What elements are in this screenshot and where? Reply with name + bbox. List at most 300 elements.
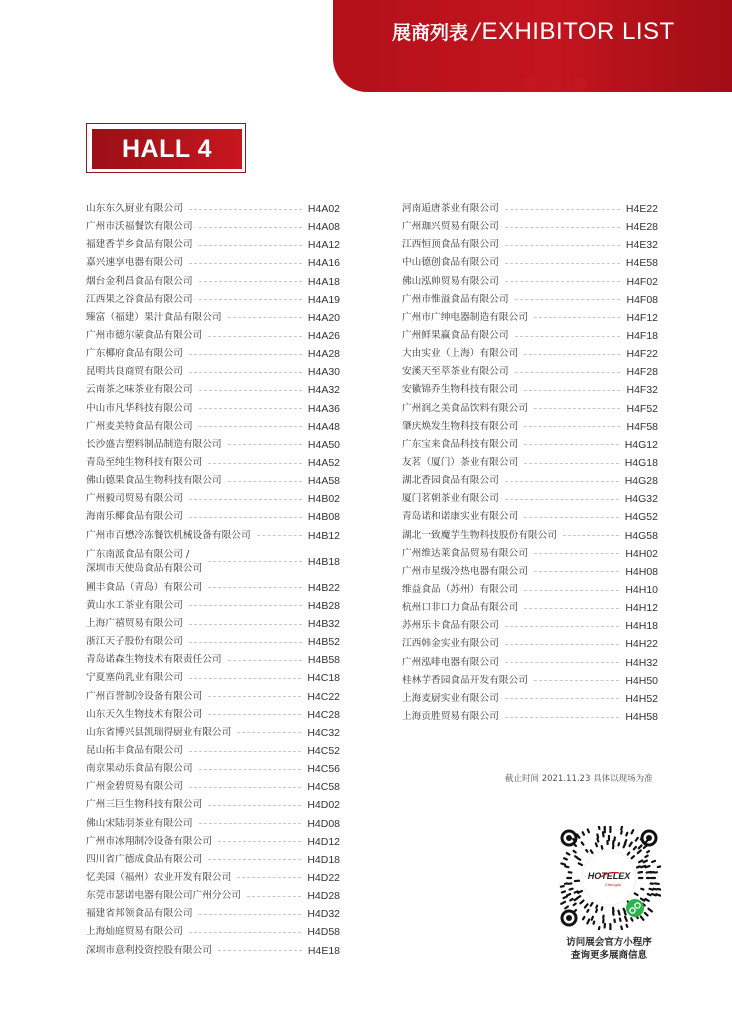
qr-caption bbox=[540, 936, 678, 962]
booth-number: H4A48 bbox=[307, 420, 340, 433]
exhibitor-row bbox=[86, 905, 340, 923]
exhibitor-name bbox=[86, 618, 183, 630]
exhibitor-name bbox=[86, 926, 183, 938]
booth-number: H4B12 bbox=[307, 529, 340, 542]
exhibitor-row bbox=[86, 345, 340, 363]
exhibitor-row bbox=[86, 545, 340, 579]
qr-ray bbox=[626, 833, 627, 836]
booth-number: H4E28 bbox=[625, 221, 658, 234]
exhibitor-name-line: 苏州乐卡食品有限公司 bbox=[402, 620, 499, 632]
exhibitor-row bbox=[86, 760, 340, 778]
dotted-leader bbox=[208, 805, 301, 806]
hall-badge bbox=[86, 123, 246, 173]
booth-number: H4B52 bbox=[307, 636, 340, 649]
qr-ray bbox=[645, 913, 648, 916]
exhibitor-row bbox=[86, 273, 340, 291]
qr-ray bbox=[574, 851, 576, 853]
booth-number: H4C28 bbox=[307, 708, 340, 721]
exhibitor-name bbox=[402, 239, 499, 251]
booth-number: H4A19 bbox=[307, 293, 340, 306]
qr-ray bbox=[591, 903, 593, 906]
exhibitor-name bbox=[402, 203, 499, 215]
exhibitor-row bbox=[86, 579, 340, 597]
qr-ray bbox=[575, 856, 577, 857]
qr-ray bbox=[602, 907, 603, 910]
dotted-leader bbox=[189, 932, 301, 933]
exhibitor-row bbox=[86, 472, 340, 490]
booth-number: H4B22 bbox=[307, 581, 340, 594]
booth-number: H4C52 bbox=[307, 745, 340, 757]
booth-number: H4B58 bbox=[307, 654, 340, 667]
qr-ray bbox=[620, 919, 621, 921]
dotted-leader bbox=[237, 732, 301, 733]
dotted-leader bbox=[189, 354, 302, 355]
qr-ray bbox=[597, 834, 598, 837]
dotted-leader bbox=[189, 624, 302, 625]
qr-ray bbox=[575, 899, 578, 901]
exhibitor-name bbox=[402, 693, 499, 705]
exhibitor-row bbox=[86, 633, 340, 651]
exhibitor-row bbox=[402, 200, 658, 218]
booth-number: H4A58 bbox=[307, 475, 340, 488]
exhibitor-name bbox=[86, 312, 222, 324]
exhibitor-row bbox=[86, 615, 340, 633]
booth-number: H4B18 bbox=[307, 555, 340, 568]
exhibitor-name-line: 昆山拓丰食品有限公司 bbox=[86, 745, 183, 756]
qr-ray bbox=[567, 894, 570, 895]
exhibitor-name-line: 烟台金利昌食品有限公司 bbox=[86, 275, 193, 287]
qr-caption-line1: 访问展会官方小程序 bbox=[566, 937, 652, 948]
exhibitor-name-line: 广州泓啡电器有限公司 bbox=[402, 656, 499, 668]
exhibitor-name bbox=[402, 294, 509, 306]
qr-code[interactable] bbox=[557, 826, 661, 930]
qr-ray bbox=[656, 894, 660, 895]
booth-number: H4D28 bbox=[307, 890, 340, 903]
exhibitor-name-line: 佛山泓帅贸易有限公司 bbox=[402, 275, 499, 287]
dotted-leader bbox=[524, 590, 619, 591]
exhibitor-name bbox=[402, 348, 518, 360]
qr-ray bbox=[648, 894, 651, 895]
exhibitor-name bbox=[86, 818, 193, 830]
qr-ray bbox=[621, 831, 622, 833]
qr-ray bbox=[587, 910, 588, 912]
exhibitor-row bbox=[402, 472, 658, 490]
exhibitor-row bbox=[402, 527, 658, 545]
qr-ray bbox=[641, 899, 644, 901]
exhibitor-row bbox=[86, 724, 340, 742]
booth-number: H4F32 bbox=[626, 384, 658, 397]
exhibitor-row bbox=[402, 254, 658, 272]
booth-number: H4D02 bbox=[307, 799, 340, 812]
qr-ray bbox=[579, 863, 582, 865]
dotted-leader bbox=[524, 463, 618, 464]
dotted-leader bbox=[247, 896, 301, 897]
booth-number: H4A36 bbox=[307, 402, 340, 415]
qr-ray bbox=[597, 839, 598, 842]
exhibitor-row bbox=[402, 690, 658, 708]
exhibitor-name-line: 上海灿庭贸易有限公司 bbox=[86, 926, 183, 938]
exhibitor-row bbox=[402, 273, 658, 291]
qr-ray bbox=[634, 847, 636, 849]
booth-number: H4F22 bbox=[626, 348, 658, 361]
dotted-leader bbox=[505, 717, 619, 718]
exhibitor-name-line: 福建省邦领食品有限公司 bbox=[86, 908, 193, 920]
exhibitor-name bbox=[86, 854, 202, 866]
exhibitor-name-line: 广东椰府食品有限公司 bbox=[86, 348, 183, 360]
qr-ray bbox=[639, 872, 643, 873]
qr-ray bbox=[647, 851, 649, 852]
exhibitor-row bbox=[86, 651, 340, 669]
exhibitor-name-line: 广州润之美食品饮料有限公司 bbox=[402, 402, 528, 414]
exhibitor-name bbox=[86, 654, 222, 666]
exhibitor-name-line: 江西果之谷食品有限公司 bbox=[86, 293, 193, 305]
qr-ray bbox=[561, 863, 565, 864]
booth-number: H4G58 bbox=[624, 529, 658, 542]
exhibitor-name bbox=[86, 530, 251, 542]
dotted-leader bbox=[534, 571, 619, 572]
exhibitor-row bbox=[86, 869, 340, 887]
exhibitor-name-line: 嘉兴速享电器有限公司 bbox=[86, 257, 183, 269]
dotted-leader bbox=[524, 608, 619, 609]
exhibitor-name-line: 南京果动乐食品有限公司 bbox=[86, 763, 193, 775]
qr-ray bbox=[645, 899, 648, 901]
qr-ray bbox=[641, 917, 644, 920]
booth-number: H4F52 bbox=[626, 402, 658, 415]
exhibitor-row bbox=[86, 381, 340, 399]
dotted-leader bbox=[189, 263, 302, 264]
exhibitor-name bbox=[402, 475, 499, 487]
exhibitor-row bbox=[402, 236, 658, 254]
exhibitor-name-line: 东莞市瑟诺电器有限公司广州分公司 bbox=[86, 890, 241, 902]
booth-number: H4C32 bbox=[307, 726, 340, 739]
exhibitor-name bbox=[86, 276, 193, 288]
qr-ray bbox=[627, 925, 628, 927]
qr-ray bbox=[621, 926, 622, 929]
exhibitor-name-line: 肇庆焕发生物科技有限公司 bbox=[402, 420, 519, 432]
dotted-leader bbox=[199, 390, 302, 391]
qr-logo-sub: Chengdu bbox=[604, 882, 622, 887]
exhibitor-name bbox=[86, 945, 212, 957]
exhibitor-name bbox=[86, 836, 212, 848]
exhibitor-name-line: 广州珈兴贸易有限公司 bbox=[402, 221, 499, 233]
booth-number: H4C58 bbox=[307, 781, 340, 794]
dotted-leader bbox=[189, 605, 302, 606]
booth-number: H4A30 bbox=[307, 366, 340, 379]
dotted-leader bbox=[199, 408, 302, 409]
dotted-leader bbox=[257, 535, 302, 536]
exhibitor-row bbox=[86, 254, 340, 272]
exhibitor-name-line: 广州市沃福餐饮有限公司 bbox=[86, 221, 193, 233]
booth-number: H4B32 bbox=[307, 618, 340, 631]
dotted-leader bbox=[505, 245, 620, 246]
qr-ray bbox=[570, 889, 573, 890]
dotted-leader bbox=[228, 317, 302, 318]
exhibitor-name bbox=[86, 548, 202, 576]
qr-ray bbox=[639, 845, 642, 848]
exhibitor-name-line: 中山德创食品有限公司 bbox=[402, 257, 499, 269]
exhibitor-name bbox=[402, 457, 518, 469]
exhibitor-name-line: 佛山德果食品生物科技有限公司 bbox=[86, 475, 222, 487]
exhibitor-name-line: 上海贡胜贸易有限公司 bbox=[402, 711, 499, 722]
dotted-leader bbox=[218, 950, 302, 951]
exhibitor-name bbox=[86, 257, 183, 269]
exhibitor-row bbox=[402, 218, 658, 236]
dotted-leader bbox=[199, 914, 302, 915]
qr-ray bbox=[639, 860, 642, 862]
booth-number: H4A32 bbox=[307, 384, 340, 397]
booth-number: H4C18 bbox=[307, 672, 340, 685]
booth-number: H4B28 bbox=[307, 599, 340, 612]
dotted-leader bbox=[199, 823, 302, 824]
page-title-en: EXHIBITOR LIST bbox=[481, 18, 675, 45]
exhibitor-name-line: 安溪天至萃茶业有限公司 bbox=[402, 366, 509, 378]
dotted-leader bbox=[505, 499, 619, 500]
exhibitor-name bbox=[86, 691, 202, 703]
booth-number: H4E22 bbox=[625, 203, 658, 216]
exhibitor-row bbox=[86, 527, 340, 545]
exhibitor-row bbox=[86, 508, 340, 526]
exhibitor-row bbox=[402, 400, 658, 418]
booth-number: H4A26 bbox=[307, 330, 340, 343]
exhibitor-name bbox=[86, 781, 183, 793]
exhibitor-name bbox=[86, 763, 193, 775]
exhibitor-name bbox=[402, 221, 499, 233]
booth-number: H4G28 bbox=[624, 475, 658, 488]
dotted-leader bbox=[199, 299, 302, 300]
exhibitor-name-line: 广州三巨生物科技有限公司 bbox=[86, 799, 203, 811]
qr-ray bbox=[650, 889, 653, 890]
exhibitor-name bbox=[402, 584, 518, 596]
exhibitor-row bbox=[402, 672, 658, 690]
exhibitor-name bbox=[402, 657, 499, 669]
exhibitor-row bbox=[402, 617, 658, 635]
deadline-note: 截止时间 2021.11.23 具体以现场为准 bbox=[505, 774, 653, 784]
booth-number: H4A02 bbox=[307, 203, 340, 216]
dotted-leader bbox=[505, 281, 621, 282]
exhibitor-row bbox=[86, 887, 340, 905]
dotted-leader bbox=[199, 281, 302, 282]
exhibitor-name-line: 广东南派食品有限公司 / bbox=[86, 548, 190, 560]
exhibitor-name-line: 青岛诺森生物技术有限责任公司 bbox=[86, 654, 222, 666]
exhibitor-name bbox=[86, 203, 183, 215]
exhibitor-row bbox=[86, 833, 340, 851]
exhibitor-name-line: 忆美园（福州）农业开发有限公司 bbox=[86, 871, 232, 883]
exhibitor-name-line: 广州市百懋冷冻餐饮机械设备有限公司 bbox=[86, 529, 251, 541]
exhibitor-name bbox=[86, 636, 183, 648]
exhibitor-row bbox=[402, 581, 658, 599]
exhibitor-name-line: 浙江天子股份有限公司 bbox=[86, 636, 183, 648]
dotted-leader bbox=[534, 408, 621, 409]
booth-number: H4H58 bbox=[625, 711, 658, 723]
exhibitor-name bbox=[86, 439, 222, 451]
qr-ray bbox=[637, 866, 640, 867]
qr-ray bbox=[618, 843, 619, 845]
qr-ray bbox=[591, 850, 593, 853]
qr-ray bbox=[658, 889, 661, 890]
qr-ray bbox=[570, 899, 572, 900]
qr-ray bbox=[621, 827, 622, 830]
exhibitor-name-line: 山东天久生物技术有限公司 bbox=[86, 708, 203, 720]
exhibitor-name bbox=[86, 600, 183, 612]
exhibitor-name-line: 厦门茗朝茶业有限公司 bbox=[402, 493, 499, 505]
exhibitor-name bbox=[86, 672, 183, 684]
exhibitor-name bbox=[86, 403, 193, 415]
dot-icon bbox=[547, 77, 562, 92]
exhibitor-row bbox=[402, 345, 658, 363]
page-title bbox=[392, 14, 675, 50]
exhibitor-row bbox=[402, 635, 658, 653]
exhibitor-name bbox=[402, 620, 499, 632]
exhibitor-name-line: 上海麦厨实业有限公司 bbox=[402, 692, 499, 704]
exhibitor-name bbox=[86, 457, 202, 469]
qr-logo-text: HOTELEX bbox=[587, 871, 631, 881]
exhibitor-row bbox=[402, 381, 658, 399]
booth-number: H4F18 bbox=[626, 330, 658, 343]
exhibitor-name-line: 广州百誉制冷设备有限公司 bbox=[86, 690, 203, 702]
exhibitor-name-line: 广州金碧贸易有限公司 bbox=[86, 781, 183, 793]
exhibitor-row bbox=[86, 923, 340, 941]
exhibitor-name bbox=[86, 799, 202, 811]
exhibitor-name bbox=[86, 908, 193, 920]
qr-ray bbox=[644, 861, 647, 863]
dotted-leader bbox=[515, 372, 621, 373]
qr-ray bbox=[580, 901, 583, 904]
exhibitor-row bbox=[86, 327, 340, 345]
booth-number: H4D12 bbox=[307, 835, 340, 848]
dotted-leader bbox=[515, 299, 621, 300]
exhibitor-name bbox=[86, 366, 183, 378]
qr-ray bbox=[654, 889, 657, 890]
exhibitor-name bbox=[402, 566, 528, 578]
exhibitor-row bbox=[402, 545, 658, 563]
exhibitor-name-line: 广州市广绅电器制造有限公司 bbox=[402, 311, 528, 323]
exhibitor-name bbox=[86, 727, 231, 739]
exhibitor-name-line: 上海广禧贸易有限公司 bbox=[86, 618, 183, 630]
exhibitor-name-line: 广州市德尔蒙食品有限公司 bbox=[86, 330, 203, 342]
exhibitor-name-line: 福建香芋乡食品有限公司 bbox=[86, 239, 193, 251]
booth-number: H4H32 bbox=[625, 656, 658, 669]
dotted-leader bbox=[237, 877, 301, 878]
exhibitor-name-line: 河南逅唐茶业有限公司 bbox=[402, 203, 499, 215]
dotted-leader bbox=[228, 481, 302, 482]
qr-ray bbox=[618, 911, 619, 915]
qr-ray bbox=[599, 826, 600, 829]
exhibitor-row bbox=[86, 454, 340, 472]
exhibitor-name bbox=[402, 711, 499, 723]
dotted-leader bbox=[189, 642, 302, 643]
booth-number: H4F58 bbox=[626, 420, 658, 433]
qr-ray bbox=[574, 904, 576, 906]
dotted-leader bbox=[524, 390, 620, 391]
dotted-leader bbox=[208, 463, 302, 464]
exhibitor-row bbox=[402, 309, 658, 327]
exhibitor-name bbox=[402, 421, 518, 433]
booth-number: H4G52 bbox=[624, 511, 658, 524]
qr-ray bbox=[603, 832, 604, 836]
exhibitor-name bbox=[402, 675, 528, 687]
exhibitor-name bbox=[402, 330, 509, 342]
exhibitor-name-line: 长沙盛吉塑料制品制造有限公司 bbox=[86, 438, 222, 450]
exhibitor-name-line: 山东东久厨业有限公司 bbox=[86, 203, 183, 215]
exhibitor-name-line: 大由实业（上海）有限公司 bbox=[402, 348, 519, 360]
booth-number: H4F08 bbox=[626, 293, 658, 306]
qr-ray bbox=[596, 906, 597, 908]
dotted-leader bbox=[208, 587, 302, 588]
dotted-leader bbox=[208, 336, 302, 337]
exhibitor-row bbox=[86, 941, 340, 959]
exhibitor-name-line: 中山市凡华科技有限公司 bbox=[86, 402, 193, 414]
qr-finder-dot bbox=[646, 835, 652, 841]
qr-ray bbox=[587, 920, 589, 924]
qr-ray bbox=[658, 866, 661, 867]
exhibitor-name bbox=[402, 493, 499, 505]
hall-label: HALL 4 bbox=[121, 135, 213, 163]
exhibitor-name bbox=[86, 475, 222, 487]
exhibitor-name-line: 桂林芋香园食品开发有限公司 bbox=[402, 674, 528, 686]
booth-number: H4A16 bbox=[307, 257, 340, 270]
exhibitor-name bbox=[86, 221, 193, 233]
exhibitor-name-line: 广州维达莱食品贸易有限公司 bbox=[402, 547, 528, 559]
qr-ray bbox=[645, 866, 649, 867]
booth-number: H4F02 bbox=[626, 275, 658, 288]
dotted-leader bbox=[534, 553, 619, 554]
booth-number: H4D58 bbox=[307, 926, 340, 939]
booth-number: H4H18 bbox=[625, 620, 658, 633]
exhibitor-name-line: 广州毅司贸易有限公司 bbox=[86, 493, 183, 505]
qr-ray bbox=[648, 909, 651, 912]
booth-number: H4D32 bbox=[307, 908, 340, 921]
exhibitor-name-line: 维益食品（苏州）有限公司 bbox=[402, 584, 519, 596]
dotted-leader bbox=[189, 517, 302, 518]
exhibitor-row bbox=[86, 400, 340, 418]
dotted-leader bbox=[505, 662, 619, 663]
exhibitor-row bbox=[86, 291, 340, 309]
booth-number: H4E58 bbox=[625, 257, 658, 270]
qr-ray bbox=[599, 927, 600, 930]
title-separator: / bbox=[472, 20, 480, 45]
dotted-leader bbox=[199, 426, 302, 427]
exhibitor-name-line: 友茗（厦门）茶业有限公司 bbox=[402, 457, 519, 469]
qr-ray bbox=[582, 842, 584, 844]
exhibitor-name bbox=[86, 511, 183, 523]
dot-icon bbox=[572, 77, 587, 92]
qr-ray bbox=[588, 829, 589, 832]
dotted-leader bbox=[199, 227, 302, 228]
exhibitor-name bbox=[86, 239, 193, 251]
exhibitor-row bbox=[86, 851, 340, 869]
qr-ray bbox=[567, 853, 570, 855]
booth-number: H4A12 bbox=[307, 239, 340, 252]
qr-ray bbox=[630, 843, 632, 847]
exhibitor-row bbox=[86, 815, 340, 833]
exhibitor-row bbox=[86, 200, 340, 218]
exhibitor-name bbox=[86, 745, 183, 757]
qr-ray bbox=[636, 838, 638, 841]
booth-number: H4A08 bbox=[307, 221, 340, 234]
booth-number: H4F12 bbox=[626, 311, 658, 324]
dotted-leader bbox=[199, 245, 302, 246]
exhibitor-row bbox=[86, 436, 340, 454]
qr-ray bbox=[645, 856, 647, 857]
exhibitor-name bbox=[402, 548, 528, 560]
exhibitor-name-line: 山东省博兴县凯瑞得厨业有限公司 bbox=[86, 726, 232, 738]
exhibitor-name bbox=[402, 384, 518, 396]
qr-ray bbox=[628, 853, 630, 855]
exhibitor-name-line: 广州市惟溢食品有限公司 bbox=[402, 293, 509, 305]
dotted-leader bbox=[534, 317, 621, 318]
mini-program-icon bbox=[626, 899, 644, 917]
qr-ray bbox=[592, 917, 593, 920]
